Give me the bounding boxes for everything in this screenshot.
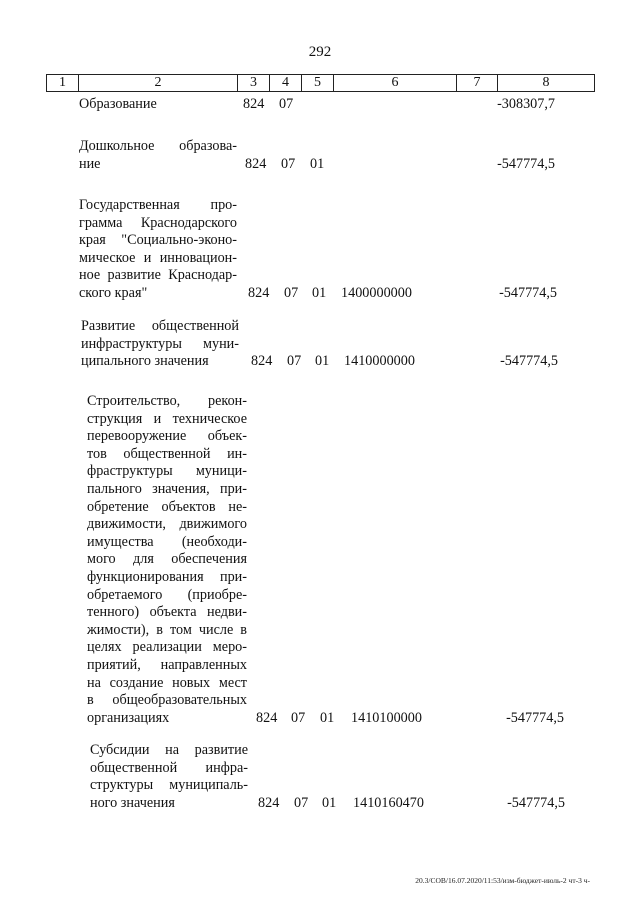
cell-ministry-code: 824 (258, 794, 280, 811)
row-name-line: функционирования при- (87, 568, 247, 585)
cell-section-code: 07 (284, 285, 299, 301)
row-name-line: в общеобразовательных (87, 692, 247, 709)
row-name-line: пального значения, при- (87, 480, 247, 497)
cell-section-code: 07 (287, 353, 302, 370)
row-name-line: имущества (необходи- (87, 533, 247, 550)
row-name-line: общественной инфра- (90, 759, 248, 776)
row-name-line: инфраструктуры муни- (81, 335, 239, 352)
row-name-line: ное развитие Краснодар- (79, 267, 237, 284)
row-name (90, 742, 248, 812)
row-name-line: организациях (87, 709, 170, 726)
cell-amount: -308307,7 (497, 96, 555, 112)
cell-amount: -547774,5 (506, 709, 564, 726)
row-name-line: на создание новых мест (87, 674, 247, 691)
cell-ministry-code: 824 (243, 96, 265, 112)
row-name-line: Субсидии на развитие (90, 742, 248, 758)
col-header-7: 7 (457, 75, 498, 92)
row-name-line: тов общественной ин- (87, 445, 247, 462)
row-name-line: мическое и инновацион- (79, 249, 237, 266)
cell-section-code: 07 (294, 794, 309, 811)
row-name-line: грамма Краснодарского (79, 214, 237, 231)
cell-ministry-code: 824 (256, 709, 278, 726)
row-name-line: ского края" (79, 284, 148, 301)
cell-section-code: 07 (281, 155, 296, 172)
row-name-line: тенного) объекта недви- (87, 604, 247, 621)
row-name-line: струкция и техническое (87, 410, 247, 427)
cell-target-article: 1410000000 (344, 353, 415, 370)
column-header-row (47, 75, 595, 92)
footer-stamp: 20.3/СОВ/16.07.2020/11:53/изм-бюджет-июль-2 чт-3 ч- (415, 876, 590, 885)
cell-amount: -547774,5 (500, 353, 558, 370)
cell-subsection-code: 01 (312, 285, 327, 301)
row-name-line: Дошкольное образова- (79, 138, 237, 154)
row-name-line: Строительство, рекон- (87, 393, 247, 409)
row-name (87, 393, 247, 727)
row-name-line: структуры муниципаль- (90, 777, 248, 794)
cell-ministry-code: 824 (248, 285, 270, 301)
row-name-line: фраструктуры муници- (87, 463, 247, 480)
row-name-line: жимости), в том числе в (87, 621, 247, 638)
cell-section-code: 07 (279, 96, 294, 112)
cell-section-code: 07 (291, 709, 306, 726)
cell-amount: -547774,5 (499, 285, 557, 301)
col-header-1: 1 (47, 75, 79, 92)
col-header-8: 8 (498, 75, 595, 92)
row-name (79, 138, 237, 173)
column-header-table (46, 74, 595, 92)
col-header-5: 5 (302, 75, 334, 92)
col-header-6: 6 (334, 75, 457, 92)
cell-subsection-code: 01 (322, 794, 337, 811)
cell-amount: -547774,5 (497, 155, 555, 172)
col-header-3: 3 (238, 75, 270, 92)
cell-ministry-code: 824 (251, 353, 273, 370)
row-name-line: Развитие общественной (81, 318, 239, 334)
row-name-line: Государственная про- (79, 197, 237, 213)
row-name-line: мого для обеспечения (87, 551, 247, 568)
cell-target-article: 1400000000 (341, 285, 412, 301)
row-name (79, 197, 237, 303)
row-name-line: перевооружение объек- (87, 428, 247, 445)
row-name-line: обретение объектов не- (87, 498, 247, 515)
col-header-2: 2 (79, 75, 238, 92)
page-number: 292 (308, 44, 332, 60)
cell-amount: -547774,5 (507, 794, 565, 811)
cell-target-article: 1410160470 (353, 794, 424, 811)
cell-subsection-code: 01 (320, 709, 335, 726)
row-name-line: целях реализации меро- (87, 639, 247, 656)
cell-target-article: 1410100000 (351, 709, 422, 726)
row-name-line: ципального значения (81, 353, 209, 370)
row-name-line: края "Социально-эконо- (79, 232, 237, 249)
row-name-line: обретаемого (приобре- (87, 586, 247, 603)
row-name (81, 318, 239, 371)
cell-subsection-code: 01 (315, 353, 330, 370)
row-name-line: приятий, направленных (87, 656, 247, 673)
row-name-line: движимости, движимого (87, 516, 247, 533)
col-header-4: 4 (270, 75, 302, 92)
row-name-line: Образование (79, 96, 157, 112)
cell-subsection-code: 01 (310, 155, 325, 172)
cell-ministry-code: 824 (245, 155, 267, 172)
row-name-line: ного значения (90, 794, 175, 811)
row-name-line: ние (79, 155, 101, 172)
row-name (79, 96, 237, 114)
